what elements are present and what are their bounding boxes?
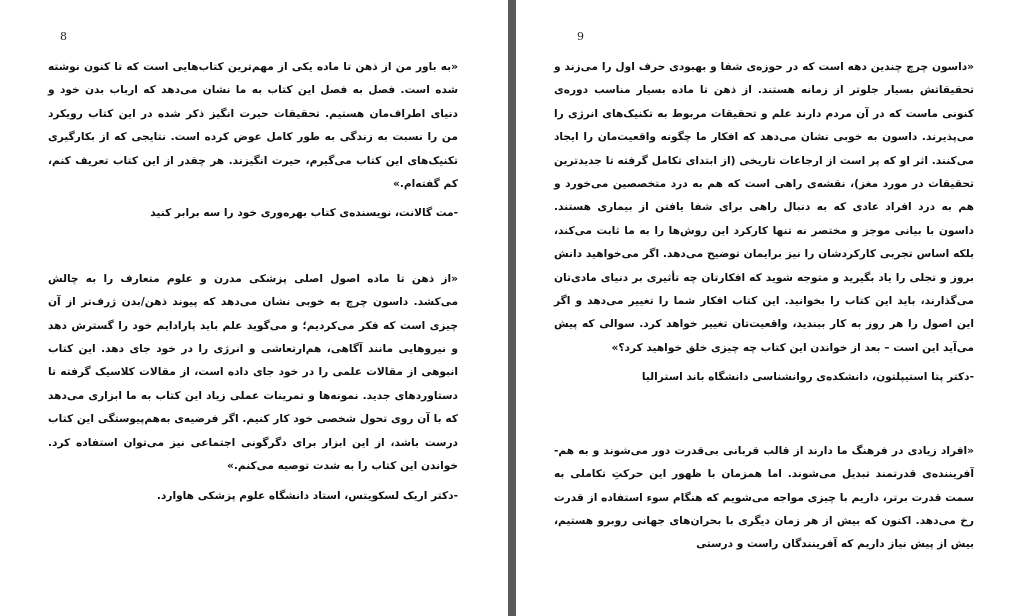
endorsement-attribution: -مت گالانت، نویسنده‌ی کتاب بهره‌وری خود را سه برابر کنید (150, 207, 458, 220)
page-content (554, 56, 974, 557)
endorsement-paragraph: «افراد زیادی در فرهنگ ما دارند از قالب قربانی بی‌قدرت دور می‌شوند و به هم-آفرینندەی قدرتمند تبدیل می‌شوند. اما همزمان با ظهور این حرکتِ تکاملی به سمت قدرت برتر، داریم با چیزی مواجه می‌شویم که هنگام سوء استفاده از قدرت رخ می‌دهد. اکنون که بیش از هر زمان دیگری با بحران‌های جهانی روبرو هستیم، بیش از پیش نیاز داریم که آفرینندگان راست و درستی (554, 444, 974, 551)
endorsement-paragraph: «به باور من از ذهن تا ماده یکی از مهم‌ترین کتاب‌هایی است که تا کنون نوشته شده است. فصل به فصل این کتاب به ما نشان می‌دهد که ارباب بدن خود و دنیای اطراف‌مان هستیم. تحقیقات حیرت انگیز ذکر شده در این کتاب رویکرد من را نسبت به زندگی به طور کامل عوض کرده است. نتایجی که از بکارگیری تکنیک‌های این کتاب می‌گیرم، حیرت انگیزند. هر چقدر از این کتاب تعریف کنم، کم گفته‌ام.» (48, 61, 458, 191)
page-divider (508, 0, 516, 616)
right-page (516, 0, 1024, 616)
left-page (0, 0, 508, 616)
endorsement-attribution: -دکتر اریک لسکویتس، استاد دانشگاه علوم پزشکی هاوارد. (156, 489, 458, 502)
page-number: 8 (60, 30, 67, 43)
page-content (48, 56, 458, 508)
page-number: 9 (577, 30, 584, 43)
endorsement-attribution: -دکتر پتا استیپلتون، دانشکده‌ی روانشناسی دانشگاه باند استرالیا (641, 371, 974, 384)
endorsement-paragraph: «داسون چرچ چندین دهه است که در حوزه‌ی شفا و بهبودی حرف اول را می‌زند و تحقیقاتش بسیار جلوتر از زمانه هستند. از ذهن تا ماده بسیار مناسب دوره‌ی کنونی ماست که در آن مردم دارند علم و تحقیقات مربوط به تکنیک‌های انرژی را می‌پذیرند. داسون به خوبی نشان می‌دهد که افکار ما چگونه واقعیت‌مان را ایجاد می‌کنند. اثر او که پر است از ارجاعات تاریخی (از ابتدای تکامل گرفته تا جدیدترین تحقیقات در مورد مغز)، نقشه‌ی راهی است که هم به درد متخصصین می‌خورد و هم به درد افراد عادی که به دنبال راهی برای شفا یافتن از بیماری هستند. داسون با بیانی موجز و مختصر نه تنها کارکرد این روش‌ها را به ما ثابت می‌کند، بلکه اساس تجربی کارکردشان را نیز برایمان توضیح می‌دهد. اگر می‌خواهید دانش بروز و تجلی را یاد بگیرید و متوجه شوید که افکارتان چه تأثیری بر دنیای مادی‌تان می‌گذارند، باید این کتاب را بخوانید. این کتاب افکار شما را تغییر می‌دهد و اگر این اصول را هر روز به کار ببندید، واقعیت‌تان تغییر خواهد کرد. سوالی که پیش می‌آید این است – بعد از خواندن این کتاب چه چیزی خلق خواهید کرد؟» (554, 61, 974, 354)
endorsement-paragraph: «از ذهن تا ماده اصول اصلی پزشکی مدرن و علوم متعارف را به چالش می‌کشد. داسون چرچ به خوبی نشان می‌دهد که پیوند ذهن/بدن ژرف‌تر از آن چیزی است که فکر می‌کردیم؛ و می‌گوید علم باید پارادایم خود را گسترش دهد و نیروهایی مانند آگاهی، هم‌ارتعاشی و انرژی را در خود جای دهد. این کتاب انبوهی از مقالات علمی را در خود جای داده است، از مقالات کلاسیک گرفته تا دستاوردهای جدید. نمونه‌ها و تمرینات عملی زیاد این کتاب به ما ابزاری می‌دهد که با آن روی تحول شخصی خود کار کنیم. اگر فرضیه‌ی به‌هم‌پیوستگی این کتاب درست باشد، از این ابزار برای دگرگونی اجتماعی نیز می‌توان استفاده کرد. خواندن این کتاب را به شدت توصیه می‌کنم.» (48, 272, 458, 473)
